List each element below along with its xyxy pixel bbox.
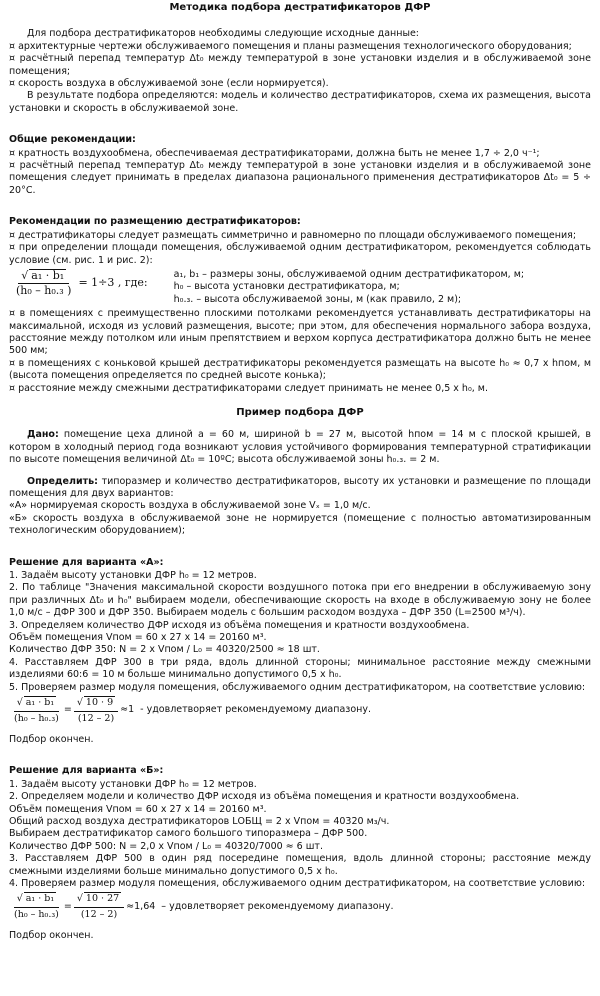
check-a-rhs-num: 10 · 9 bbox=[85, 697, 114, 709]
definition-line: h₀ – высота установки дестратификатора, м; bbox=[173, 281, 400, 293]
solution-b-line: 1. Задаём высоту установки ДФР h₀ = 12 метров. bbox=[9, 778, 257, 790]
solution-a-line: 4. Расставляем ДФР 300 в три ряда, вдоль длинной стороны; минимальное расстояние между смежными изделиями 60:6 = 10 м больше минимально допустимого 0,5 х h₀. bbox=[9, 656, 591, 681]
solution-a-line: Количество ДФР 350: N = 2 х Vпом / L₀ = 40320/2500 ≈ 18 шт. bbox=[9, 644, 320, 656]
intro-bullet: ¤ расчётный перепад температур Δt₀ между температурой в зоне установки изделия и в обслуживаемой зоне помещения; bbox=[9, 53, 591, 78]
definition-line: h₀.₃. – высота обслуживаемой зоны, м (как правило, 2 м); bbox=[173, 293, 462, 305]
placement-bullet: ¤ дестратификаторы следует размещать симметрично и равномерно по площади обслуживаемого помещения; bbox=[9, 230, 591, 242]
solution-b-line: Объём помещения Vпом = 60 х 27 х 14 = 20160 м³. bbox=[9, 803, 267, 815]
solution-b-line: 2. Определяем модели и количество ДФР исходя из объёма помещения и кратности воздухообмена. bbox=[9, 791, 520, 803]
placement-bullet: ¤ в помещениях с коньковой крышей дестратификаторы рекомендуется размещать на высоте h₀ ≈ 0,7 х hпом, м (высота помещения определяется по средней высоте конька); bbox=[9, 358, 591, 383]
definition-line: a₁, b₁ – размеры зоны, обслуживаемой одним дестратификатором, м; bbox=[173, 268, 525, 280]
given-paragraph bbox=[9, 429, 591, 466]
solution-b-line: Количество ДФР 500: N = 2,0 х Vпом / L₀ = 40320/7000 ≈ 6 шт. bbox=[9, 840, 323, 852]
check-b-lhs-num: a₁ · b₁ bbox=[25, 893, 55, 905]
solution-b-line: 3. Расставляем ДФР 500 в один ряд посередине помещения, вдоль длинной стороны; расстояние между смежными изделиями больше минимально допустимого 0,5 х h₀. bbox=[9, 853, 591, 877]
intro-lead: Для подбора дестратификаторов необходимы следующие исходные данные: bbox=[27, 28, 419, 40]
check-a-lhs-num: a₁ · b₁ bbox=[25, 697, 55, 709]
formula-fraction: $\frac{\text{√ a₁ · b₁}}{\text{(h₀ – h₀.₃ )}}$ bbox=[13, 269, 74, 298]
check-b-result: ≈1,64 bbox=[126, 900, 156, 912]
solution-a-line: 2. По таблице "Значения максимальной скорости воздушного потока при его внедрении в обслуживаемую зону при различных Δt₀ и h₀" выбираем модели, обеспечивающие скорость на входе в обслуживаемую зону не более 1,0 м/с – ДФР 300 и ДФР 350. Выбираем модель с большим расходом воздуха – ДФР 350 (L=2500 м³/ч). bbox=[9, 582, 591, 619]
intro-bullet: ¤ архитектурные чертежи обслуживаемого помещения и планы размещения технологического оборудования; bbox=[9, 41, 591, 53]
intro-bullet: ¤ скорость воздуха в обслуживаемой зоне (если нормируется). bbox=[9, 78, 591, 90]
check-a-rhs-den: (12 – 2) bbox=[77, 712, 115, 724]
page-title: Методика подбора дестратификаторов ДФР bbox=[169, 2, 431, 13]
check-a-comment: - удовлетворяет рекомендуемому диапазону. bbox=[140, 704, 371, 716]
find-text: типоразмер и количество дестратификаторов, высоту их установки и размещение по площади помещения для двух вариантов: bbox=[9, 475, 591, 499]
solution-b-done: Подбор окончен. bbox=[9, 930, 94, 942]
given-label: Дано: bbox=[27, 429, 59, 441]
solution-b-line: Общий расход воздуха дестратификаторов LОБЩ = 2 х Vпом = 40320 м₃/ч. bbox=[9, 815, 390, 827]
ratio-formula bbox=[13, 269, 591, 306]
solution-a-heading: Решение для варианта «А»: bbox=[9, 556, 164, 568]
placement-bullet: ¤ в помещениях с преимущественно плоскими потолками рекомендуется устанавливать дестратификаторы на максимальной, исходя из условий размещения, высоте; при этом, для обеспечения нормального забора воздуха, расстояние между потолком или иным препятствием и верхом корпуса дестратификатора должно быть не менее 500 мм; bbox=[9, 308, 591, 358]
solution-a-line: 5. Проверяем размер модуля помещения, обслуживаемого одним дестратификатором, на соответствие условию: bbox=[9, 681, 586, 693]
solution-b-line: Выбираем дестратификатор самого большого типоразмера – ДФР 500. bbox=[9, 828, 368, 840]
solution-a-line: 1. Задаём высоту установки ДФР h₀ = 12 метров. bbox=[9, 570, 257, 582]
check-a-result: ≈1 bbox=[120, 704, 135, 716]
solution-b-line: 4. Проверяем размер модуля помещения, обслуживаемого одним дестратификатором, на соответствие условию: bbox=[9, 877, 586, 889]
general-heading: Общие рекомендации: bbox=[9, 134, 136, 146]
given-text: помещение цеха длиной a = 60 м, шириной b = 27 м, высотой hпом = 14 м с плоской крышей, в котором в холодный период года возникают условия устойчивого формирования температурной стратификации по высоте помещения величиной Δt₀ = 10ºС; высота обслуживаемой зоны h₀.₃. = 2 м. bbox=[9, 429, 591, 466]
placement-bullet: ¤ расстояние между смежными дестратификаторами следует принимать не менее 0,5 х h₀, м. bbox=[9, 383, 591, 395]
check-b-rhs-num: 10 · 27 bbox=[85, 893, 120, 905]
placement-heading: Рекомендации по размещению дестратификаторов: bbox=[9, 216, 301, 228]
solution-a-line: 3. Определяем количество ДФР исходя из объёма помещения и кратности воздухообмена. bbox=[9, 619, 470, 631]
check-a-lhs-den: (h₀ – h₀.₃) bbox=[14, 712, 59, 724]
check-b-lhs-den: (h₀ – h₀.₃) bbox=[14, 908, 59, 920]
variant-b: «Б» скорость воздуха в обслуживаемой зоне не нормируется (помещение с полностью автоматизированным технологическим оборудованием); bbox=[9, 512, 591, 537]
formula-rhs: = 1÷3 , где: bbox=[78, 275, 148, 289]
formula-definitions bbox=[174, 269, 524, 306]
solution-a-done: Подбор окончен. bbox=[9, 733, 94, 745]
example-heading: Пример подбора ДФР bbox=[236, 406, 364, 418]
check-formula-b: $\frac{\text{√ a₁ · b₁}}{\text{(h₀ – h₀.₃)}}$ = $\frac{√ 10 \cdot 27}{(12 - 2)}$ ≈1,64 – удовлетворяет рекомендуемому диапазону. bbox=[11, 892, 591, 921]
variant-a: «А» нормируемая скорость воздуха в обслуживаемой зоне Vₓ = 1,0 м/с. bbox=[9, 500, 371, 512]
check-b-rhs-den: (12 – 2) bbox=[80, 908, 118, 920]
formula-denominator: (h₀ – h₀.₃ ) bbox=[16, 284, 72, 298]
solution-b-heading: Решение для варианта «Б»: bbox=[9, 765, 164, 777]
formula-num-b: b₁ bbox=[52, 268, 65, 282]
placement-bullet: ¤ при определении площади помещения, обслуживаемой одним дестратификатором, рекомендуется соблюдать условие (см. рис. 1 и рис. 2): bbox=[9, 242, 591, 267]
find-label: Определить: bbox=[27, 475, 98, 487]
general-bullet: ¤ расчётный перепад температур Δt₀ между температурой в зоне установки изделия и в обслуживаемой зоне помещения следует принимать в пределах диапазона рационального применения дестратификаторов Δt₀ = 5 ÷ 20°С. bbox=[9, 160, 591, 197]
check-b-comment: – удовлетворяет рекомендуемому диапазону. bbox=[161, 900, 394, 912]
intro-result: В результате подбора определяются: модель и количество дестратификаторов, схема их размещения, высота установки и скорость в обслуживаемой зоне. bbox=[9, 90, 591, 114]
formula-num-a: a₁ bbox=[31, 268, 43, 282]
check-formula-a: $\frac{\text{√ a₁ · b₁}}{\text{(h₀ – h₀.₃)}}$ = $\frac{√ 10 \cdot 9}{(12 - 2)}$ ≈1 - удовлетворяет рекомендуемому диапазону. bbox=[11, 696, 591, 725]
find-paragraph bbox=[9, 476, 591, 501]
general-bullet: ¤ кратность воздухообмена, обеспечиваемая дестратификаторами, должна быть не менее 1,7 ÷ 2,0 ч⁻¹; bbox=[9, 148, 591, 160]
solution-a-line: Объём помещения Vпом = 60 х 27 х 14 = 20160 м³. bbox=[9, 632, 267, 644]
